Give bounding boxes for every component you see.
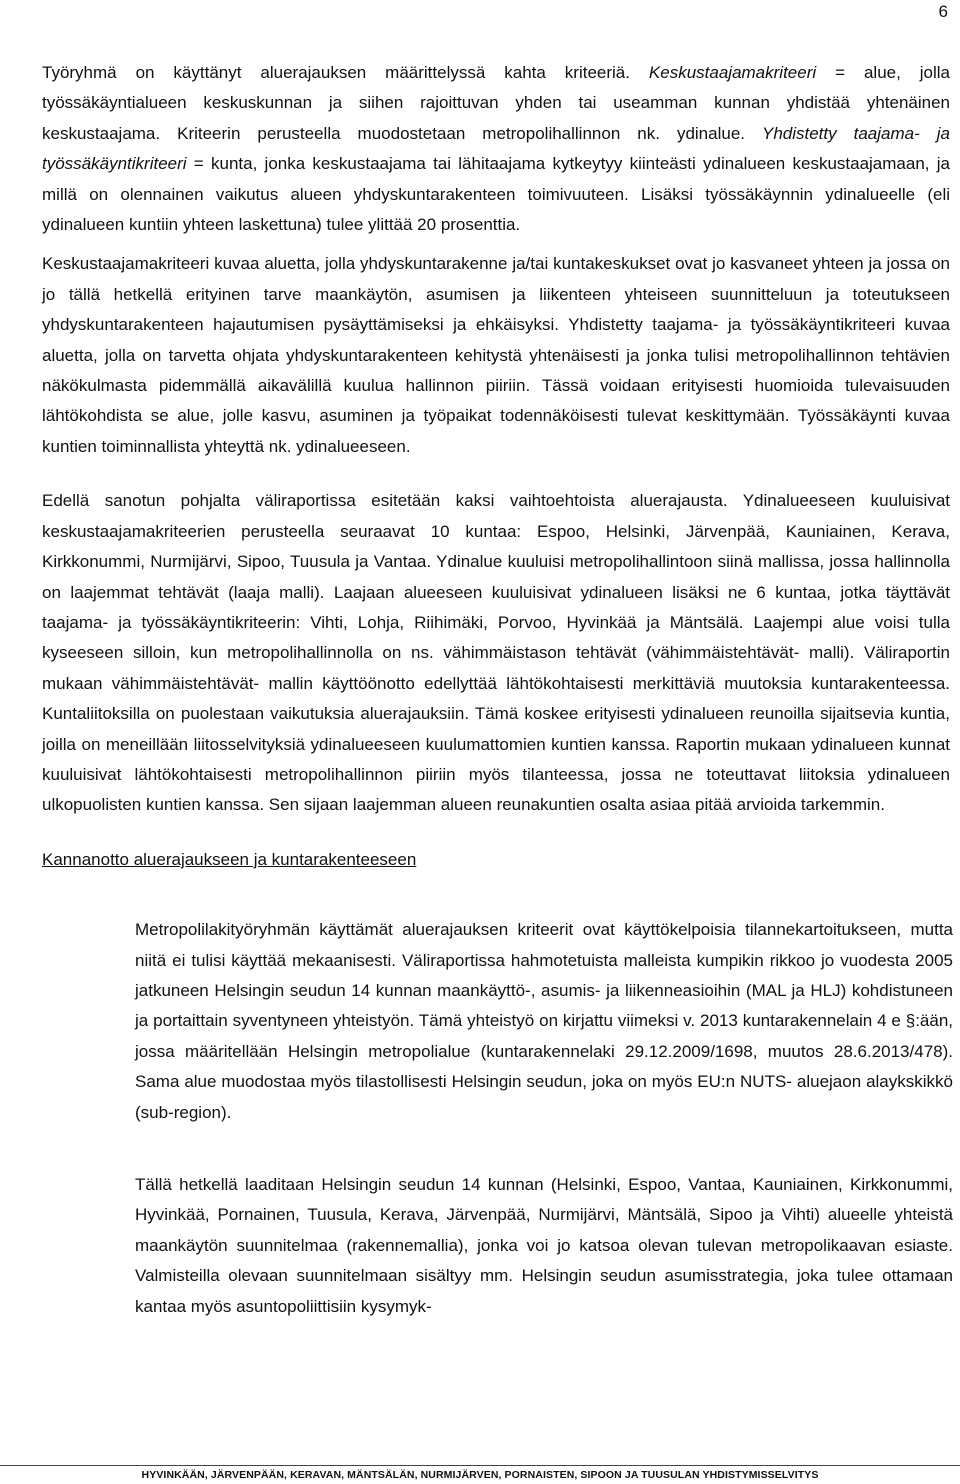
statement-paragraph-2: Tällä hetkellä laaditaan Helsingin seudun 14 kunnan (Helsinki, Espoo, Vantaa, Kauniainen, Kirkkonummi, Hyvinkää, Pornainen, Tuusula, Kerava, Järvenpää, Nurmijärvi, Mäntsälä, Sipoo ja Vihti) alueelle yhteistä maankäytön suunnitelmaa (rakennemallia), jonka voi jo katsoa olevan tulevan metropolikaavan esiaste. Valmisteilla olevaan suunnitelmaan sisältyy mm. Helsingin seudun asumisstrategia, joka tulee ottamaan kantaa myös asuntopoliittisiin kysymyk- xyxy=(135,1175,953,1316)
term-keskustaajamakriteeri: Keskustaajamakriteeri xyxy=(648,63,817,82)
paragraph-text: = kunta, jonka keskustaajama tai lähitaajama kytkeytyy kiinteästi ydinalueen keskustaajamaan, ja millä on olennainen vaikutus alueen yhdyskuntarakenteen toimivuuteen. Lisäksi työssäkäynnin ydinalueelle (eli ydinalueen kuntiin yhteen laskettuna) tulee ylittää 20 prosenttia. xyxy=(42,154,950,235)
section-heading: Kannanotto aluerajaukseen ja kuntarakenteeseen xyxy=(42,849,417,869)
document-body xyxy=(42,58,953,1322)
statement-paragraph-1: Metropolilakityöryhmän käyttämät aluerajauksen kriteerit ovat käyttökelpoisia tilannekartoitukseen, mutta niitä ei tulisi käyttää mekaanisesti. Väliraportissa hahmotetuista malleista kumpikin rikkoo jo vuodesta 2005 jatkuneen Helsingin seudun 14 kunnan maankäyttö-, asumis- ja liikenneasioihin (MAL ja HLJ) kohdistuneen ja portaittain syventyneen yhteistyön. Tämä yhteistyö on kirjattu viimeksi v. 2013 kuntarakennelain 4 e §:ään, jossa määritellään Helsingin metropolialue (kuntarakennelaki 29.12.2009/1698, muutos 28.6.2013/478). Sama alue muodostaa myös tilastollisesti Helsingin seudun, joka on myös EU:n NUTS- aluejaon alaykskikkö (sub-region). xyxy=(135,920,953,1122)
indented-statement xyxy=(135,915,953,1322)
paragraph-text: = alue, jolla työssäkäyntialueen keskuskunnan ja siihen rajoittuvan yhden tai useamman kunnan yhdistää yhtenäinen keskustaajama. Kriteerin perusteella muodostetaan metropolihallinnon nk. ydinalue. xyxy=(42,63,950,143)
paragraph-text: Työryhmä on käyttänyt aluerajauksen määrittelyssä kahta kriteeriä. xyxy=(42,63,649,82)
term-yhdistetty-kriteeri: Yhdistetty taajama- ja työssäkäyntikriteeri xyxy=(42,123,950,174)
paragraph-alternatives: Edellä sanotun pohjalta väliraportissa esitetään kaksi vaihtoehtoista aluerajausta. Ydinalueeseen kuuluisivat keskustaajamakriteerien perusteella seuraavat 10 kuntaa: Espoo, Helsinki, Järvenpää, Kauniainen, Kerava, Kirkkonummi, Nurmijärvi, Sipoo, Tuusula ja Vantaa. Ydinalue kuuluisi metropolihallintoon siinä mallissa, jossa hallinnolla on laajemmat tehtävät (laaja malli). Laajaan alueeseen kuuluisivat ydinalueen lisäksi ne 6 kuntaa, jotka täyttävät taajama- ja työssäkäyntikriteerin: Vihti, Lohja, Riihimäki, Porvoo, Hyvinkää ja Mäntsälä. Laajempi alue voisi tulla kyseeseen silloin, kun metropolihallinnolla on ns. vähimmäistason tehtävät (vähimmäistehtävät- malli). Väliraportin mukaan vähimmäistehtävät- mallin käyttöönotto edellyttää lähtökohtaisesti merkittäviä muutoksia kuntarakenteessa. Kuntaliitoksilla on puolestaan vaikutuksia aluerajauksiin. Tämä koskee erityisesti ydinalueen reunoilla sijaitsevia kuntia, joilla on meneillään liitosselvityksiä ydinalueeseen kuulumattomien kuntien kanssa. Raportin mukaan ydinalueen kunnat kuuluisivat lähtökohtaisesti metropolihallinnon piiriin myös tilanteessa, jossa ne toteuttavat liitoksia ydinalueen ulkopuolisten kuntien kanssa. Sen sijaan laajemman alueen reunakuntien osalta asiaa pitää arvioida tarkemmin. xyxy=(42,491,950,815)
page-number: 6 xyxy=(938,2,948,21)
page-footer: HYVINKÄÄN, JÄRVENPÄÄN, KERAVAN, MÄNTSÄLÄN, NURMIJÄRVEN, PORNAISTEN, SIPOON JA TUUSULAN YHDISTYMISSELVITYS xyxy=(0,1465,960,1484)
paragraph-criteria xyxy=(42,58,950,240)
paragraph-description: Keskustaajamakriteeri kuvaa aluetta, jolla yhdyskuntarakenne ja/tai kuntakeskukset ovat jo kasvaneet yhteen ja jossa on jo tällä hetkellä erityinen tarve maankäytön, asumisen ja liikenteen yhteiseen suunnitteluun ja toteutukseen yhdyskuntarakenteen hajautumisen pysäyttämiseksi ja ehkäisyksi. Yhdistetty taajama- ja työssäkäyntikriteeri kuvaa aluetta, jolla on tarvetta ohjata yhdyskuntarakenteen kehitystä yhtenäisesti ja jonka tulisi metropolihallinnon tehtävien näkökulmasta pidemmällä aikavälillä kuulua hallinnon piiriin. Tässä voidaan erityisesti huomioida tulevaisuuden lähtökohdista se alue, jolle kasvu, asuminen ja työpaikat todennäköisesti tulevat keskittymään. Työssäkäynti kuvaa kuntien toiminnallista yhteyttä nk. ydinalueeseen. xyxy=(42,254,950,456)
